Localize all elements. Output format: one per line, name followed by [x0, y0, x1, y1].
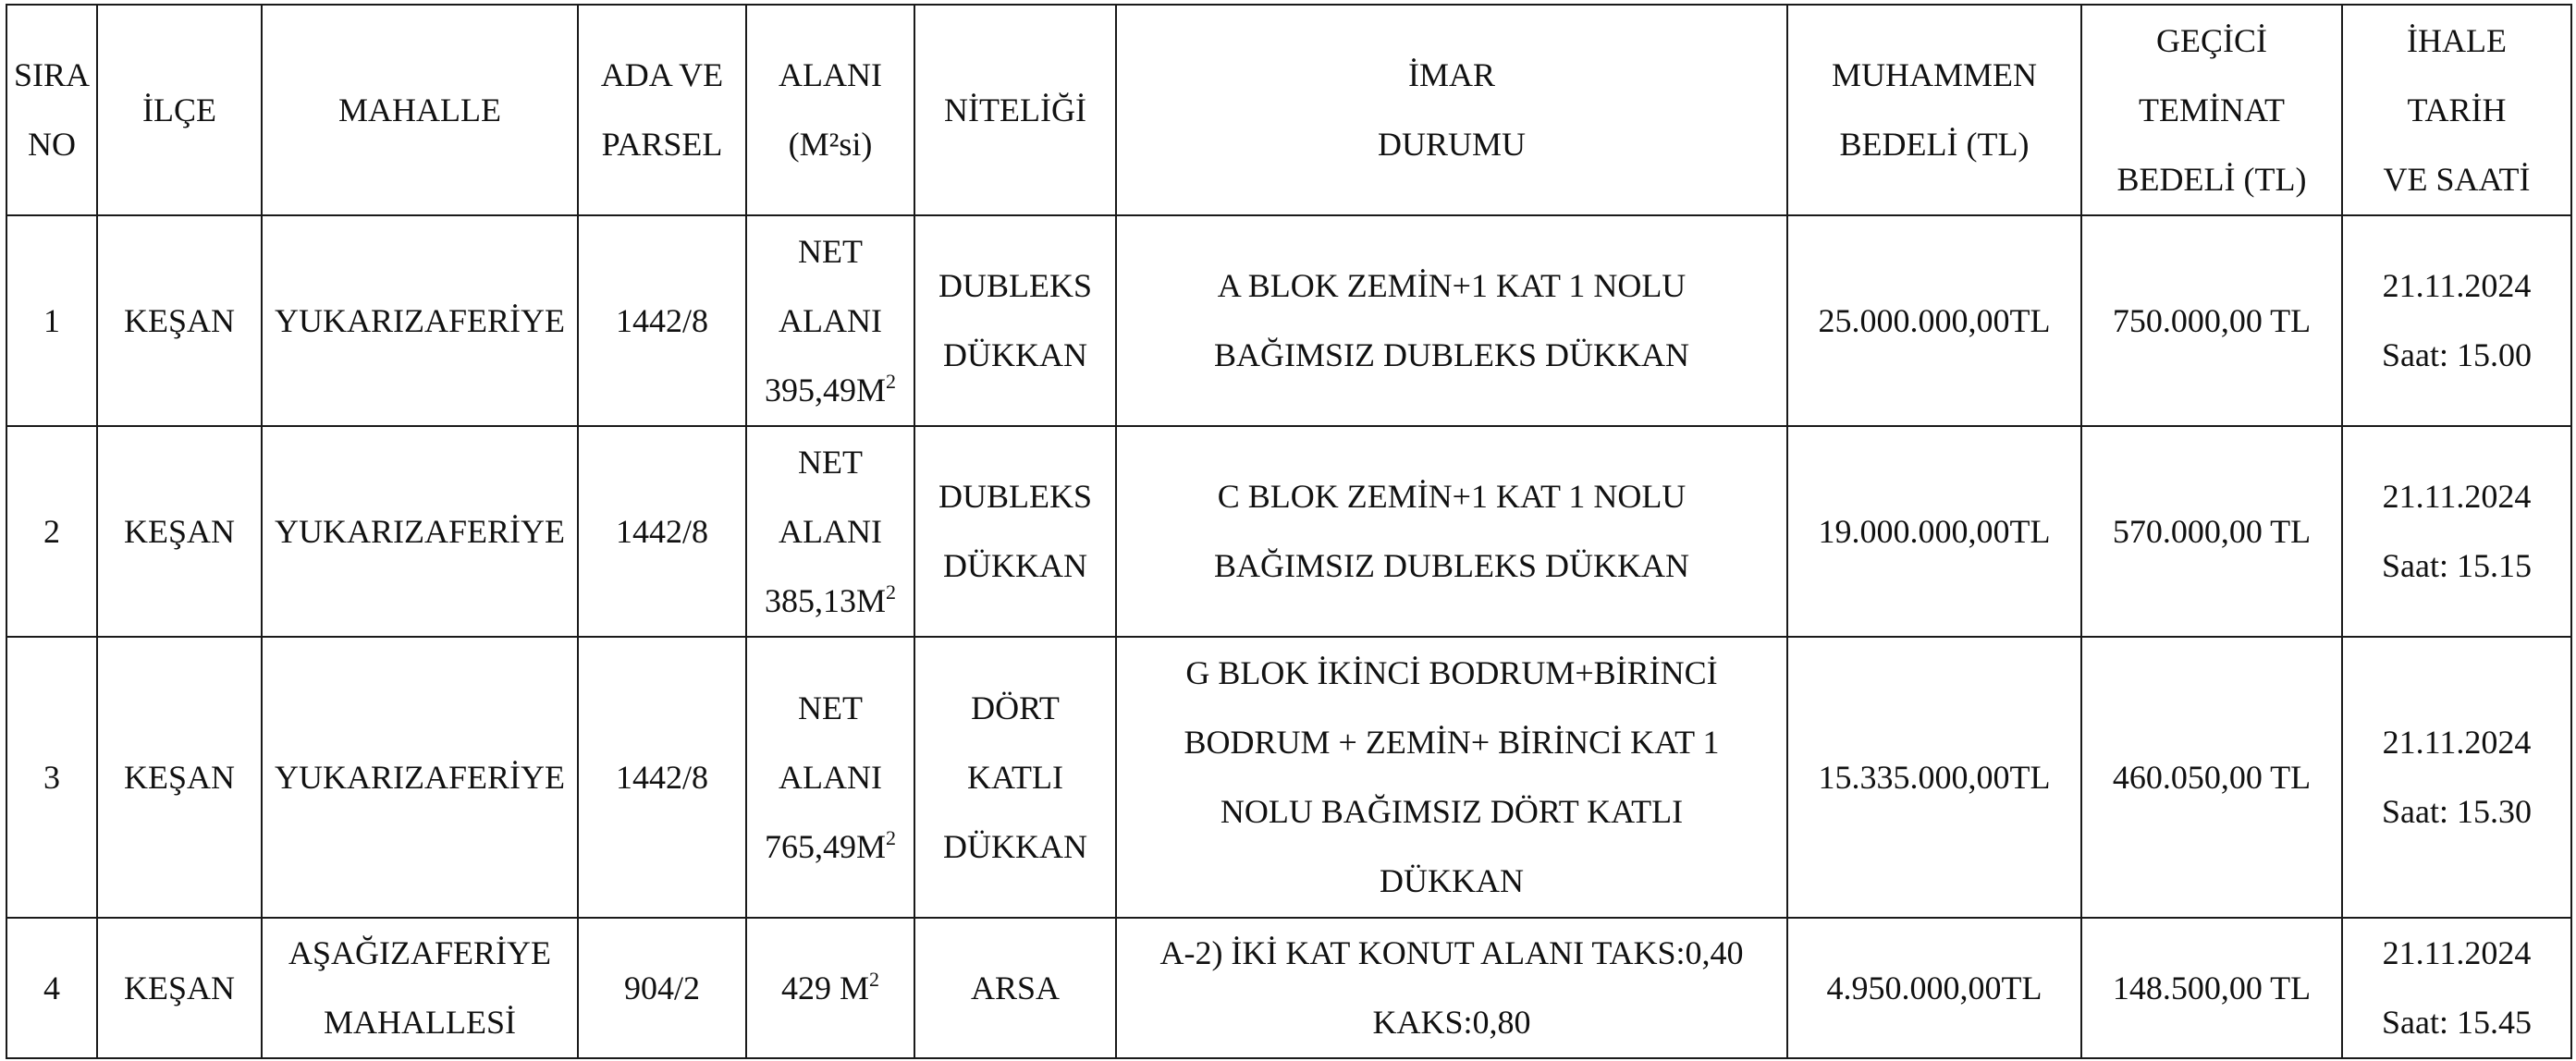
- cell-ilce: KEŞAN: [97, 426, 262, 637]
- cell-ada-parsel: 904/2: [578, 918, 746, 1058]
- header-mahalle: MAHALLE: [262, 5, 578, 215]
- cell-ada-parsel: 1442/8: [578, 426, 746, 637]
- header-ilce: İLÇE: [97, 5, 262, 215]
- superscript: 2: [869, 967, 879, 991]
- cell-sira-no: 3: [6, 637, 97, 918]
- cell-imar-durumu: G BLOK İKİNCİ BODRUM+BİRİNCİ BODRUM + ZEMİN+ BİRİNCİ KAT 1 NOLU BAĞIMSIZ DÖRT KATLI DÜKKAN: [1116, 637, 1787, 918]
- header-niteligi: NİTELİĞİ: [914, 5, 1116, 215]
- cell-muhammen-bedeli: 15.335.000,00TL: [1787, 637, 2081, 918]
- header-sira-no: SIRA NO: [6, 5, 97, 215]
- cell-niteligi: DUBLEKS DÜKKAN: [914, 215, 1116, 426]
- cell-ihale-tarih: 21.11.2024 Saat: 15.45: [2342, 918, 2571, 1058]
- cell-ilce: KEŞAN: [97, 215, 262, 426]
- cell-muhammen-bedeli: 19.000.000,00TL: [1787, 426, 2081, 637]
- cell-alani: 429 $M^2$: [746, 918, 914, 1058]
- cell-gecici-teminat: 148.500,00 TL: [2081, 918, 2342, 1058]
- table-row: [6, 918, 2571, 1058]
- cell-alani: NET ALANI $395,49M^2$: [746, 215, 914, 426]
- cell-mahalle: YUKARIZAFERİYE: [262, 637, 578, 918]
- cell-ihale-tarih: 21.11.2024 Saat: 15.15: [2342, 426, 2571, 637]
- header-muhammen-bedeli: MUHAMMEN BEDELİ (TL): [1787, 5, 2081, 215]
- cell-mahalle: AŞAĞIZAFERİYE MAHALLESİ: [262, 918, 578, 1058]
- cell-gecici-teminat: 460.050,00 TL: [2081, 637, 2342, 918]
- cell-mahalle: YUKARIZAFERİYE: [262, 215, 578, 426]
- table-row: [6, 426, 2571, 637]
- superscript: 2: [886, 825, 896, 849]
- cell-ilce: KEŞAN: [97, 637, 262, 918]
- cell-sira-no: 1: [6, 215, 97, 426]
- superscript: 2: [886, 579, 896, 604]
- auction-table: [6, 4, 2572, 1059]
- cell-ada-parsel: 1442/8: [578, 637, 746, 918]
- cell-alani: NET ALANI $765,49M^2$: [746, 637, 914, 918]
- cell-mahalle: YUKARIZAFERİYE: [262, 426, 578, 637]
- header-gecici-teminat: GEÇİCİ TEMİNAT BEDELİ (TL): [2081, 5, 2342, 215]
- cell-sira-no: 4: [6, 918, 97, 1058]
- cell-niteligi: ARSA: [914, 918, 1116, 1058]
- cell-niteligi: DÖRT KATLI DÜKKAN: [914, 637, 1116, 918]
- superscript: 2: [886, 369, 896, 393]
- cell-gecici-teminat: 570.000,00 TL: [2081, 426, 2342, 637]
- table-row: [6, 215, 2571, 426]
- header-imar-durumu: İMAR DURUMU: [1116, 5, 1787, 215]
- header-alani: ALANI (M²si): [746, 5, 914, 215]
- cell-muhammen-bedeli: 4.950.000,00TL: [1787, 918, 2081, 1058]
- cell-ihale-tarih: 21.11.2024 Saat: 15.00: [2342, 215, 2571, 426]
- table-row: [6, 637, 2571, 918]
- cell-gecici-teminat: 750.000,00 TL: [2081, 215, 2342, 426]
- cell-ilce: KEŞAN: [97, 918, 262, 1058]
- cell-alani: NET ALANI $385,13M^2$: [746, 426, 914, 637]
- cell-ihale-tarih: 21.11.2024 Saat: 15.30: [2342, 637, 2571, 918]
- cell-ada-parsel: 1442/8: [578, 215, 746, 426]
- header-ihale-tarih: İHALE TARİH VE SAATİ: [2342, 5, 2571, 215]
- header-row: [6, 5, 2571, 215]
- cell-imar-durumu: A-2) İKİ KAT KONUT ALANI TAKS:0,40 KAKS:0,80: [1116, 918, 1787, 1058]
- cell-muhammen-bedeli: 25.000.000,00TL: [1787, 215, 2081, 426]
- cell-imar-durumu: C BLOK ZEMİN+1 KAT 1 NOLU BAĞIMSIZ DUBLEKS DÜKKAN: [1116, 426, 1787, 637]
- cell-imar-durumu: A BLOK ZEMİN+1 KAT 1 NOLU BAĞIMSIZ DUBLEKS DÜKKAN: [1116, 215, 1787, 426]
- cell-sira-no: 2: [6, 426, 97, 637]
- cell-niteligi: DUBLEKS DÜKKAN: [914, 426, 1116, 637]
- header-ada-parsel: ADA VE PARSEL: [578, 5, 746, 215]
